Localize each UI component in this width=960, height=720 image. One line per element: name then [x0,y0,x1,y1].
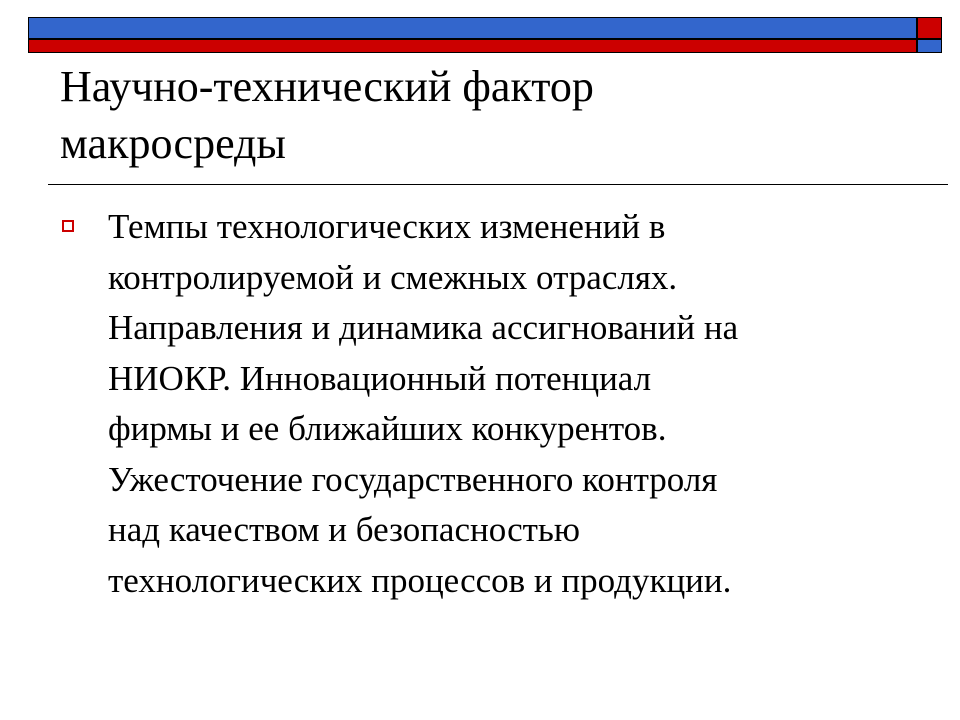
slide-title-line: Научно-технический фактор [60,62,594,111]
bullet-text-line: над качеством и безопасностью [108,510,581,549]
header-bar-red [28,39,917,53]
bullet-text [108,202,922,606]
bullet-text-line: фирмы и ее ближайших конкурентов. [108,409,667,448]
title-divider [48,184,948,185]
header-bar-blue [28,17,917,39]
header-corner-red-square [917,17,942,39]
bullet-text-line: НИОКР. Инновационный потенциал [108,358,652,398]
header-corner-blue-square [917,39,942,53]
bullet-text-line: Ужесточение государственного контроля [108,459,718,499]
bullet-text-line: Темпы технологических изменений в [108,207,666,246]
slide-title-line: макросреды [60,119,286,168]
bullet-text-line: контролируемой и смежных отраслях. [108,257,678,297]
hollow-square-bullet-icon [62,220,74,232]
bullet-list [62,202,922,606]
bullet-item [62,202,922,606]
slide-title [60,58,880,172]
bullet-text-line: Направления и динамика ассигнований на [108,308,739,347]
bullet-text-line: технологических процессов и продукции. [108,560,732,600]
